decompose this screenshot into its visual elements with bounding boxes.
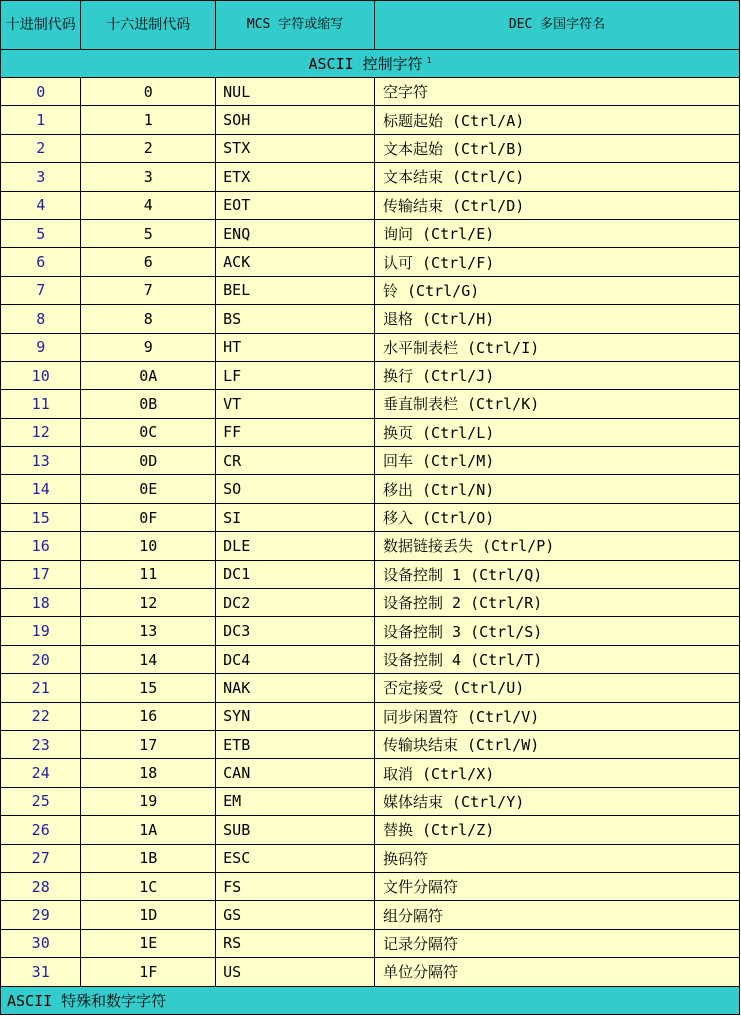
- hex-code-cell: 19: [81, 787, 216, 815]
- hex-code-cell: 0D: [81, 447, 216, 475]
- dec-name-cell: 文本结束 (Ctrl/C): [375, 163, 740, 191]
- dec-name-cell: 标题起始 (Ctrl/A): [375, 106, 740, 134]
- mcs-abbreviation-cell: STX: [216, 134, 375, 162]
- decimal-code-cell: 25: [1, 787, 81, 815]
- decimal-code-cell: 20: [1, 645, 81, 673]
- hex-code-cell: 0: [81, 78, 216, 106]
- dec-name-cell: 单位分隔符: [375, 958, 740, 986]
- mcs-abbreviation-cell: DC2: [216, 589, 375, 617]
- decimal-code-cell: 17: [1, 560, 81, 588]
- hex-code-cell: 1A: [81, 816, 216, 844]
- hex-code-cell: 16: [81, 702, 216, 730]
- dec-name-cell: 换码符: [375, 844, 740, 872]
- table-row: [1, 475, 740, 503]
- decimal-code-cell: 28: [1, 872, 81, 900]
- table-row: [1, 390, 740, 418]
- mcs-abbreviation-cell: FF: [216, 418, 375, 446]
- table-row: [1, 276, 740, 304]
- section-header-special-numeric-chars: [1, 986, 740, 1014]
- header-decimal-code: 十进制代码: [1, 1, 81, 50]
- dec-name-cell: 移出 (Ctrl/N): [375, 475, 740, 503]
- dec-name-cell: 记录分隔符: [375, 929, 740, 957]
- decimal-code-cell: 0: [1, 78, 81, 106]
- decimal-code-cell: 30: [1, 929, 81, 957]
- dec-name-cell: 设备控制 4 (Ctrl/T): [375, 645, 740, 673]
- decimal-code-cell: 27: [1, 844, 81, 872]
- dec-name-cell: 换行 (Ctrl/J): [375, 361, 740, 389]
- decimal-code-cell: 14: [1, 475, 81, 503]
- hex-code-cell: 14: [81, 645, 216, 673]
- hex-code-cell: 1F: [81, 958, 216, 986]
- mcs-abbreviation-cell: EM: [216, 787, 375, 815]
- decimal-code-cell: 16: [1, 532, 81, 560]
- table-row: [1, 872, 740, 900]
- decimal-code-cell: 10: [1, 361, 81, 389]
- mcs-abbreviation-cell: DC1: [216, 560, 375, 588]
- dec-name-cell: 铃 (Ctrl/G): [375, 276, 740, 304]
- table-row: [1, 163, 740, 191]
- mcs-abbreviation-cell: ACK: [216, 248, 375, 276]
- table-row: [1, 78, 740, 106]
- decimal-code-cell: 4: [1, 191, 81, 219]
- dec-name-cell: 设备控制 2 (Ctrl/R): [375, 589, 740, 617]
- table-row: [1, 617, 740, 645]
- table-row: [1, 333, 740, 361]
- dec-name-cell: 媒体结束 (Ctrl/Y): [375, 787, 740, 815]
- mcs-abbreviation-cell: BEL: [216, 276, 375, 304]
- mcs-abbreviation-cell: BS: [216, 305, 375, 333]
- mcs-abbreviation-cell: ETX: [216, 163, 375, 191]
- mcs-abbreviation-cell: SOH: [216, 106, 375, 134]
- section-header-control-chars: [1, 50, 740, 78]
- mcs-abbreviation-cell: VT: [216, 390, 375, 418]
- hex-code-cell: 12: [81, 589, 216, 617]
- mcs-abbreviation-cell: DC4: [216, 645, 375, 673]
- hex-code-cell: 18: [81, 759, 216, 787]
- hex-code-cell: 1D: [81, 901, 216, 929]
- dec-name-cell: 设备控制 1 (Ctrl/Q): [375, 560, 740, 588]
- table-row: [1, 361, 740, 389]
- dec-name-cell: 移入 (Ctrl/O): [375, 503, 740, 531]
- hex-code-cell: 0E: [81, 475, 216, 503]
- hex-code-cell: 0B: [81, 390, 216, 418]
- decimal-code-cell: 24: [1, 759, 81, 787]
- decimal-code-cell: 23: [1, 730, 81, 758]
- dec-name-cell: 回车 (Ctrl/M): [375, 447, 740, 475]
- table-row: [1, 532, 740, 560]
- mcs-abbreviation-cell: NUL: [216, 78, 375, 106]
- decimal-code-cell: 29: [1, 901, 81, 929]
- hex-code-cell: 1: [81, 106, 216, 134]
- decimal-code-cell: 26: [1, 816, 81, 844]
- dec-name-cell: 同步闲置符 (Ctrl/V): [375, 702, 740, 730]
- table-row: [1, 645, 740, 673]
- hex-code-cell: 1E: [81, 929, 216, 957]
- hex-code-cell: 0A: [81, 361, 216, 389]
- decimal-code-cell: 11: [1, 390, 81, 418]
- mcs-abbreviation-cell: DLE: [216, 532, 375, 560]
- dec-name-cell: 设备控制 3 (Ctrl/S): [375, 617, 740, 645]
- mcs-abbreviation-cell: ENQ: [216, 219, 375, 247]
- dec-name-cell: 退格 (Ctrl/H): [375, 305, 740, 333]
- dec-name-cell: 文本起始 (Ctrl/B): [375, 134, 740, 162]
- hex-code-cell: 3: [81, 163, 216, 191]
- mcs-abbreviation-cell: SI: [216, 503, 375, 531]
- mcs-abbreviation-cell: US: [216, 958, 375, 986]
- hex-code-cell: 13: [81, 617, 216, 645]
- hex-code-cell: 17: [81, 730, 216, 758]
- decimal-code-cell: 21: [1, 674, 81, 702]
- header-hex-code: 十六进制代码: [81, 1, 216, 50]
- table-row: [1, 219, 740, 247]
- decimal-code-cell: 18: [1, 589, 81, 617]
- hex-code-cell: 10: [81, 532, 216, 560]
- dec-name-cell: 换页 (Ctrl/L): [375, 418, 740, 446]
- mcs-abbreviation-cell: ESC: [216, 844, 375, 872]
- dec-name-cell: 组分隔符: [375, 901, 740, 929]
- mcs-abbreviation-cell: HT: [216, 333, 375, 361]
- decimal-code-cell: 3: [1, 163, 81, 191]
- table-row: [1, 106, 740, 134]
- decimal-code-cell: 15: [1, 503, 81, 531]
- decimal-code-cell: 31: [1, 958, 81, 986]
- decimal-code-cell: 6: [1, 248, 81, 276]
- mcs-abbreviation-cell: SYN: [216, 702, 375, 730]
- hex-code-cell: 5: [81, 219, 216, 247]
- table-row: [1, 503, 740, 531]
- dec-name-cell: 空字符: [375, 78, 740, 106]
- mcs-abbreviation-cell: CR: [216, 447, 375, 475]
- mcs-abbreviation-cell: NAK: [216, 674, 375, 702]
- table-row: [1, 901, 740, 929]
- table-row: [1, 560, 740, 588]
- mcs-abbreviation-cell: SO: [216, 475, 375, 503]
- decimal-code-cell: 9: [1, 333, 81, 361]
- table-row: [1, 418, 740, 446]
- decimal-code-cell: 22: [1, 702, 81, 730]
- dec-name-cell: 取消 (Ctrl/X): [375, 759, 740, 787]
- section-title: ASCII 特殊和数字字符: [1, 986, 740, 1014]
- decimal-code-cell: 2: [1, 134, 81, 162]
- mcs-abbreviation-cell: EOT: [216, 191, 375, 219]
- table-row: [1, 759, 740, 787]
- header-mcs-abbreviation: MCS 字符或缩写: [216, 1, 375, 50]
- dec-name-cell: 水平制表栏 (Ctrl/I): [375, 333, 740, 361]
- table-row: [1, 589, 740, 617]
- hex-code-cell: 1B: [81, 844, 216, 872]
- hex-code-cell: 11: [81, 560, 216, 588]
- table-row: [1, 844, 740, 872]
- table-row: [1, 447, 740, 475]
- table-row: [1, 958, 740, 986]
- hex-code-cell: 15: [81, 674, 216, 702]
- hex-code-cell: 1C: [81, 872, 216, 900]
- decimal-code-cell: 19: [1, 617, 81, 645]
- table-row: [1, 248, 740, 276]
- dec-name-cell: 传输结束 (Ctrl/D): [375, 191, 740, 219]
- mcs-abbreviation-cell: GS: [216, 901, 375, 929]
- table-row: [1, 305, 740, 333]
- hex-code-cell: 6: [81, 248, 216, 276]
- mcs-abbreviation-cell: DC3: [216, 617, 375, 645]
- hex-code-cell: 8: [81, 305, 216, 333]
- mcs-abbreviation-cell: FS: [216, 872, 375, 900]
- hex-code-cell: 2: [81, 134, 216, 162]
- dec-name-cell: 认可 (Ctrl/F): [375, 248, 740, 276]
- hex-code-cell: 0C: [81, 418, 216, 446]
- dec-name-cell: 否定接受 (Ctrl/U): [375, 674, 740, 702]
- decimal-code-cell: 12: [1, 418, 81, 446]
- dec-name-cell: 垂直制表栏 (Ctrl/K): [375, 390, 740, 418]
- decimal-code-cell: 8: [1, 305, 81, 333]
- table-row: [1, 787, 740, 815]
- mcs-abbreviation-cell: CAN: [216, 759, 375, 787]
- table-row: [1, 191, 740, 219]
- dec-name-cell: 文件分隔符: [375, 872, 740, 900]
- mcs-abbreviation-cell: RS: [216, 929, 375, 957]
- header-row: [1, 1, 740, 50]
- table-row: [1, 730, 740, 758]
- dec-name-cell: 询问 (Ctrl/E): [375, 219, 740, 247]
- mcs-abbreviation-cell: SUB: [216, 816, 375, 844]
- hex-code-cell: 9: [81, 333, 216, 361]
- decimal-code-cell: 7: [1, 276, 81, 304]
- decimal-code-cell: 5: [1, 219, 81, 247]
- decimal-code-cell: 1: [1, 106, 81, 134]
- table-row: [1, 929, 740, 957]
- section-title: ASCII 控制字符: [308, 55, 423, 73]
- table-row: [1, 702, 740, 730]
- dec-name-cell: 数据链接丢失 (Ctrl/P): [375, 532, 740, 560]
- hex-code-cell: 0F: [81, 503, 216, 531]
- dec-name-cell: 传输块结束 (Ctrl/W): [375, 730, 740, 758]
- hex-code-cell: 7: [81, 276, 216, 304]
- decimal-code-cell: 13: [1, 447, 81, 475]
- table-row: [1, 134, 740, 162]
- hex-code-cell: 4: [81, 191, 216, 219]
- table-row: [1, 816, 740, 844]
- footnote-marker: 1: [426, 56, 432, 65]
- header-dec-multinational-name: DEC 多国字符名: [375, 1, 740, 50]
- table-row: [1, 674, 740, 702]
- mcs-abbreviation-cell: LF: [216, 361, 375, 389]
- mcs-abbreviation-cell: ETB: [216, 730, 375, 758]
- dec-name-cell: 替换 (Ctrl/Z): [375, 816, 740, 844]
